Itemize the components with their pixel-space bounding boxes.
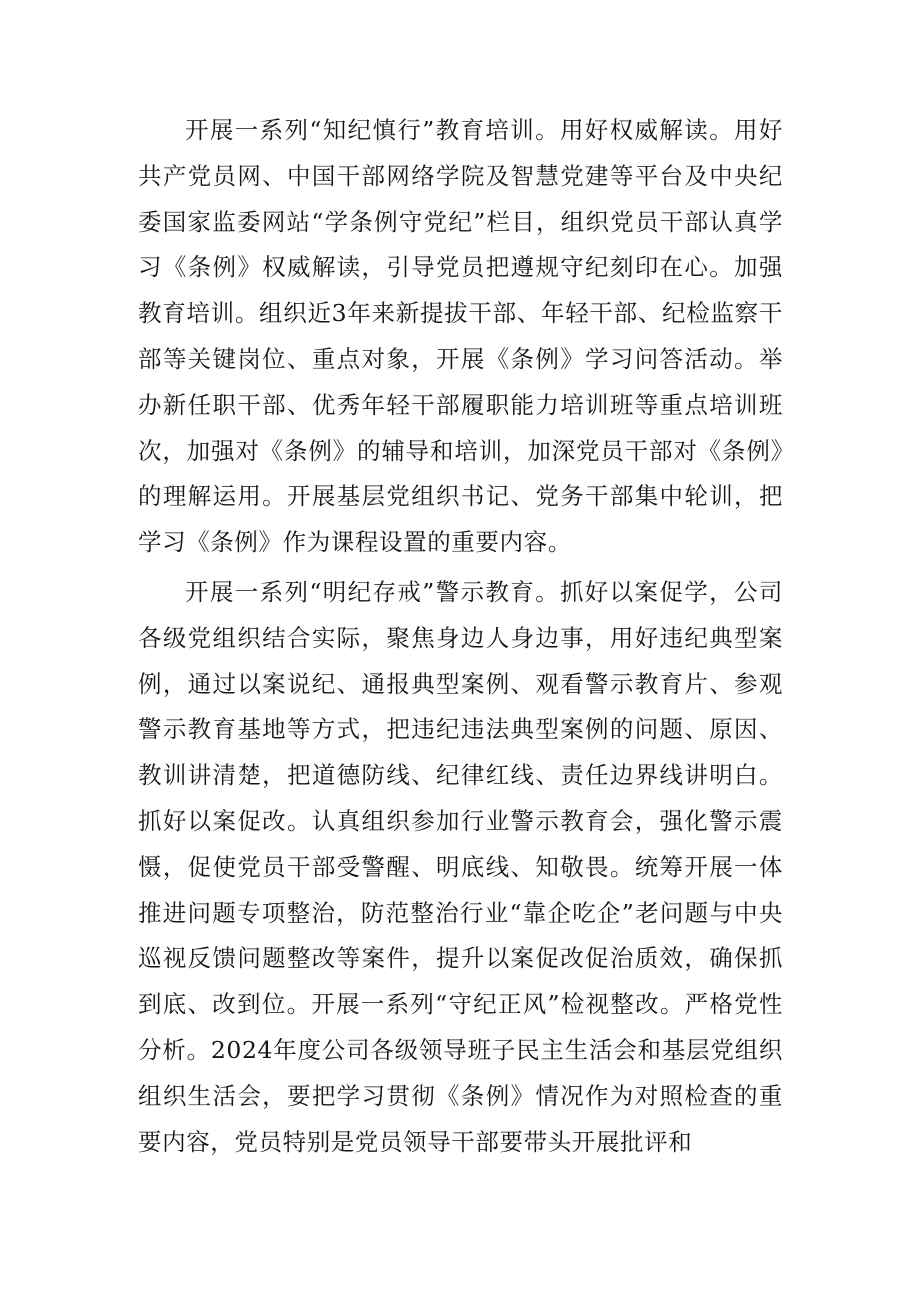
paragraph-education-training: 开展一系列“知纪慎行”教育培训。用好权威解读。用好共产党员网、中国干部网络学院及智慧党建等平台及中央纪委国家监委网站“学条例守党纪”栏目，组织党员干部认真学习《条例》权威解读，引导党员把遵规守纪刻印在心。加强教育培训。组织近3年来新提拔干部、年轻干部、纪检监察干部等关键岗位、重点对象，开展《条例》学习问答活动。举办新任职干部、优秀年轻干部履职能力培训班等重点培训班次，加强对《条例》的辅导和培训，加深党员干部对《条例》的理解运用。开展基层党组织书记、党务干部集中轮训，把学习《条例》作为课程设置的重要内容。 [138, 116, 783, 557]
document-body [138, 108, 783, 1169]
paragraph-warning-education: 开展一系列“明纪存戒”警示教育。抓好以案促学，公司各级党组织结合实际，聚焦身边人身边事，用好违纪典型案例，通过以案说纪、通报典型案例、观看警示教育片、参观警示教育基地等方式，把违纪违法典型案例的问题、原因、教训讲清楚，把道德防线、纪律红线、责任边界线讲明白。抓好以案促改。认真组织参加行业警示教育会，强化警示震慑，促使党员干部受警醒、明底线、知敬畏。统筹开展一体推进问题专项整治，防范整治行业“靠企吃企”老问题与中央巡视反馈问题整改等案件，提升以案促改促治质效，确保抓到底、改到位。开展一系列“守纪正风”检视整改。严格党性分析。2024年度公司各级领导班子民主生活会和基层党组织组织生活会，要把学习贯彻《条例》情况作为对照检查的重要内容，党员特别是党员领导干部要带头开展批评和 [138, 577, 783, 1156]
